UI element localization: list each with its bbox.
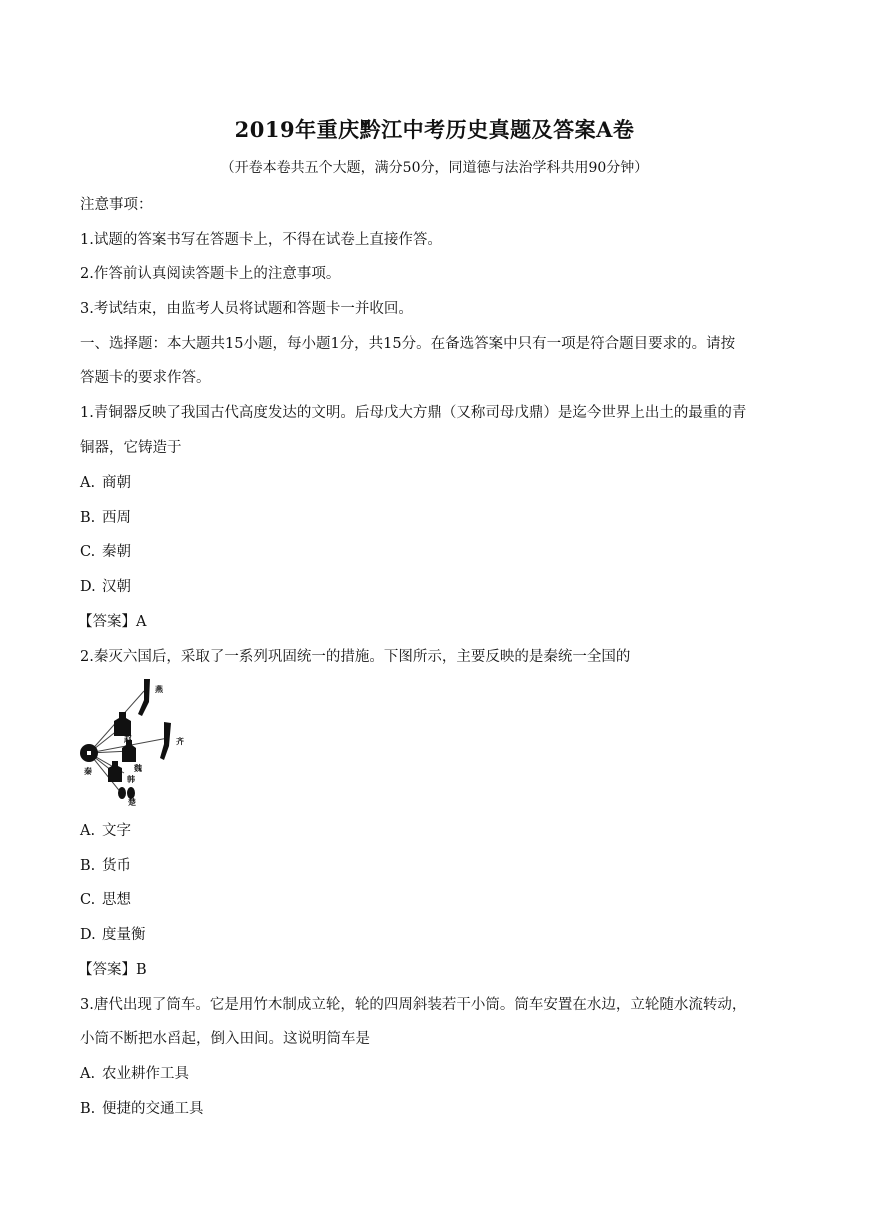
option-text: 商朝 [102, 475, 131, 491]
han-spade-coin-icon [108, 761, 122, 782]
zhao-spade-coin-icon [114, 712, 131, 736]
page-title: 2019年重庆黔江中考历史真题及答案A卷 [234, 117, 635, 142]
section-intro: 一、选择题：本大题共15小题，每小题1分，共15分。在备选答案中只有一项是符合题目要求的。请按 [80, 336, 736, 352]
option-text: 度量衡 [102, 927, 146, 943]
option-letter: A. [80, 1066, 96, 1082]
label-qi: 齐 [176, 737, 184, 746]
question-stem: 铜器，它铸造于 [80, 440, 182, 456]
option-letter: C. [80, 544, 96, 560]
option-letter: A. [80, 475, 96, 491]
option-letter: B. [80, 510, 96, 526]
question-stem: 小筒不断把水舀起，倒入田间。这说明筒车是 [80, 1031, 370, 1047]
notice-item: 2.作答前认真阅读答题卡上的注意事项。 [80, 266, 341, 282]
label-wei: 魏 [134, 764, 142, 773]
option-d [80, 575, 131, 596]
option-letter: D. [80, 579, 96, 595]
section-intro: 答题卡的要求作答。 [80, 370, 211, 386]
question-stem: 2.秦灭六国后，采取了一系列巩固统一的措施。下图所示，主要反映的是秦统一全国的 [80, 649, 631, 665]
option-a [80, 819, 131, 840]
label-qin: 秦 [84, 767, 92, 776]
option-c [80, 888, 131, 909]
option-letter: D. [80, 927, 96, 943]
option-d [80, 923, 146, 944]
coins-figure [78, 676, 190, 808]
label-han: 韩 [127, 775, 135, 784]
option-letter: C. [80, 892, 96, 908]
yan-knife-coin-icon [138, 679, 150, 716]
label-zhao: 赵 [124, 735, 132, 744]
option-letter: B. [80, 858, 96, 874]
option-c [80, 540, 131, 561]
option-b [80, 1097, 204, 1118]
option-a [80, 471, 131, 492]
option-b [80, 506, 131, 527]
notice-item: 3.考试结束，由监考人员将试题和答题卡一并收回。 [80, 301, 413, 317]
option-letter: A. [80, 823, 96, 839]
notice-heading: 注意事项： [80, 197, 153, 213]
chu-coin-icon [118, 787, 126, 799]
option-text: 便捷的交通工具 [102, 1101, 204, 1117]
option-text: 思想 [102, 892, 131, 908]
answer: 【答案】A [78, 614, 147, 630]
label-yan: 燕 [155, 685, 163, 694]
option-text: 秦朝 [102, 544, 131, 560]
question-stem: 3.唐代出现了筒车。它是用竹木制成立轮，轮的四周斜装若干小筒。筒车安置在水边，立轮随水流转动， [80, 997, 747, 1013]
label-chu: 楚 [128, 798, 136, 807]
option-text: 文字 [102, 823, 131, 839]
option-text: 农业耕作工具 [102, 1066, 189, 1082]
qi-knife-coin-icon [160, 722, 171, 760]
option-text: 货币 [102, 858, 131, 874]
coin-hole [87, 751, 91, 755]
notice-item: 1.试题的答案书写在答题卡上，不得在试卷上直接作答。 [80, 232, 442, 248]
option-letter: B. [80, 1101, 96, 1117]
page-subtitle: （开卷本卷共五个大题，满分50分，同道德与法治学科共用90分钟） [220, 160, 649, 176]
option-text: 西周 [102, 510, 131, 526]
question-stem: 1.青铜器反映了我国古代高度发达的文明。后母戊大方鼎（又称司母戊鼎）是迄今世界上出土的最重的青 [80, 405, 747, 421]
option-b [80, 854, 131, 875]
option-text: 汉朝 [102, 579, 131, 595]
option-a [80, 1062, 189, 1083]
answer: 【答案】B [78, 962, 147, 978]
